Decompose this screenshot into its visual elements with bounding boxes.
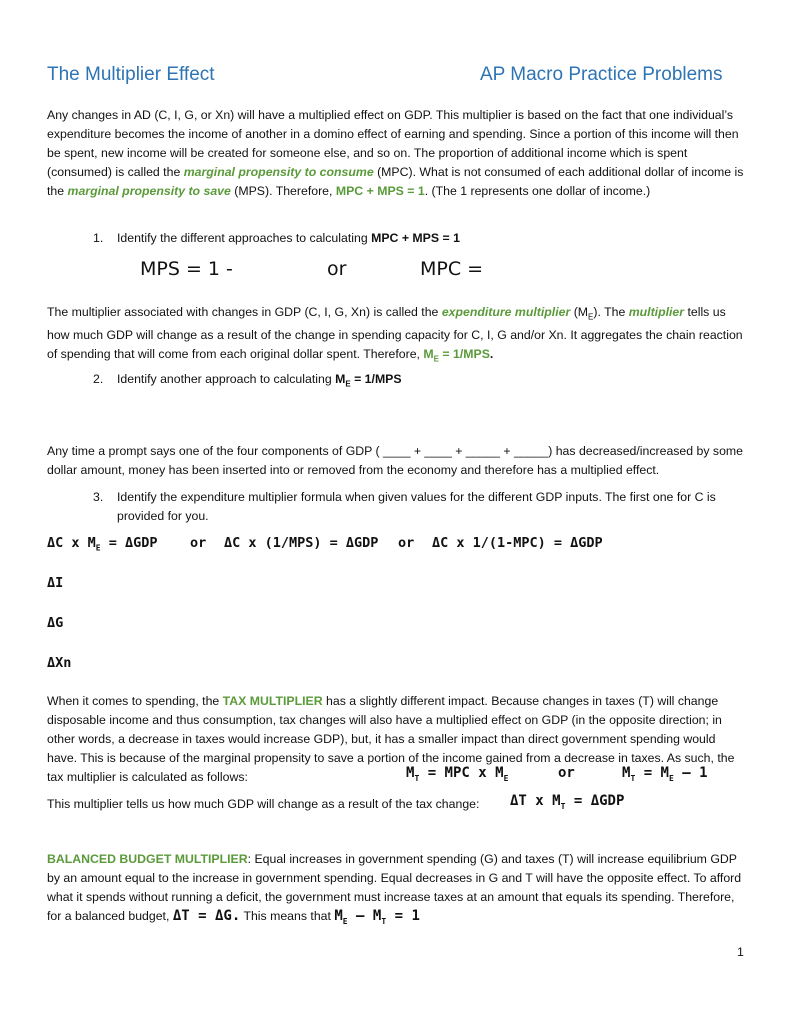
expenditure-multiplier-term: expenditure multiplier [441,305,571,319]
intro-text-3: (MPS). Therefore, [230,184,336,198]
mult-text-3: ). The [593,305,629,319]
tax-formula-2: $M_T = M_E - 1$ [622,765,708,783]
multiplier-formula: $M_E = 1/MPS$ [423,347,490,364]
mps-equation: MPS = 1 - [140,258,233,280]
question-1-text: Identify the different approaches to calculating [117,231,372,245]
balanced-budget-paragraph [47,850,747,931]
c-formula-line: ΔC x $M_E = \Delta GDP$ [47,535,158,553]
delta-xn: ΔXn [47,655,72,671]
identity-formula: MPC + MPS = 1 [335,184,425,198]
balanced-formula: $M_E - M_T = 1$ [334,908,420,926]
multiplier-paragraph [47,303,747,369]
question-1-number: 1. [93,231,104,245]
c-formula-a: ΔC x M [47,535,96,551]
mult-text-2: (M [570,305,589,319]
tax-change-text: This multiplier tells us how much GDP will change as a result of the tax change: [47,797,480,811]
c-formula-c: ΔC x (1/MPS) = ΔGDP [224,535,379,551]
question-2-text: Identify another approach to calculating [117,372,336,386]
tax-formula-1: $M_T$ = MPC x $M_E$ [406,765,509,783]
tax-text-2: has a slightly different impact. Because changes in taxes (T) will change disposable income and thus consumption, tax changes will also have a multiplied effect on GDP (in the opposite direction; in other words, a decrease in taxes would increase GDP), but, it has a smaller impact than direct government spending would have. This is because of the marginal propensity to save a portion of the income gained from a decrease in taxes. As such, the tax multiplier is calculated as follows: [47,694,735,784]
question-2-number: 2. [93,372,104,386]
or-separator-1: or [190,535,207,551]
prompt-paragraph: Any time a prompt says one of the four components of GDP ( ____ + ____ + _____ + _____) has decreased/increased by some dollar amount, money has been inserted into or removed from the economy and therefore has a multiplied effect. [47,444,743,477]
balanced-equation: ΔT = ΔG. [172,908,241,924]
or-separator-2: or [398,535,415,551]
mult-text-1: The multiplier associated with changes in GDP (C, I, G, Xn) is called the [47,305,442,319]
tax-text-1: When it comes to spending, the [47,694,223,708]
c-formula-b: = ΔGDP [100,535,158,551]
question-1-formula: MPC + MPS = 1 [371,231,460,245]
delta-i: ΔI [47,575,64,591]
intro-text-1: Any changes in AD (C, I, G, or Xn) will have a multiplied effect on GDP. This multiplier is based on the fact that one individual’s expenditure becomes the income of another in a domino effect of earning and spending. Since a portion of this income will then be spent, new income will be created for someone else, and so on. The proportion of additional income which is spent (consumed) is called the [47,108,739,179]
mps-term: marginal propensity to save [67,184,231,198]
intro-paragraph [47,106,747,201]
mult-period: . [489,347,494,362]
or-separator: or [327,258,347,280]
mult-text-4: tells us how much GDP will change as a result of the change in spending capacity for C, I, G and/or Xn. It aggregates the chain reaction of spending that will come from each original dollar spent. Therefore, [47,305,743,362]
question-2 [93,370,402,393]
delta-g: ΔG [47,615,64,631]
intro-text-2: (MPC). What is not consumed of each additional dollar of income is the [47,165,744,198]
balanced-text-1: : Equal increases in government spending (G) and taxes (T) will increase equilibrium GDP by an amount equal to the increase in government spending. Equal decreases in G and T will have the opposite effect. To afford what it spends without running a deficit, the government must increase taxes at an amount that equals its spending. Therefore, for a balanced budget, [47,852,742,923]
intro-text-4: . (The 1 represents one dollar of income.) [424,184,651,198]
mpc-equation: MPC = [420,258,484,280]
question-3-number: 3. [93,490,104,504]
document-title: The Multiplier Effect [47,64,215,85]
tax-multiplier-term: TAX MULTIPLIER [222,694,323,708]
question-3-text: Identify the expenditure multiplier formula when given values for the different GDP inputs. The first one for C is provided for you. [117,490,716,523]
question-3 [93,488,745,526]
tax-change-formula: ΔT x $M_T = \Delta GDP$ [510,793,625,811]
question-2-formula: $M_E = 1/MPS$ [335,372,402,389]
document-subtitle: AP Macro Practice Problems [480,64,723,85]
mpc-term: marginal propensity to consume [183,165,374,179]
subscript-e: E [588,312,594,322]
multiplier-term: multiplier [628,305,685,319]
balanced-text-2: This means that [240,909,335,923]
page-number: 1 [737,945,744,959]
question-1 [93,229,460,248]
balanced-budget-term: BALANCED BUDGET MULTIPLIER [47,852,248,866]
tax-or-separator: or [558,765,575,781]
c-formula-d: ΔC x 1/(1-MPC) = ΔGDP [432,535,603,551]
